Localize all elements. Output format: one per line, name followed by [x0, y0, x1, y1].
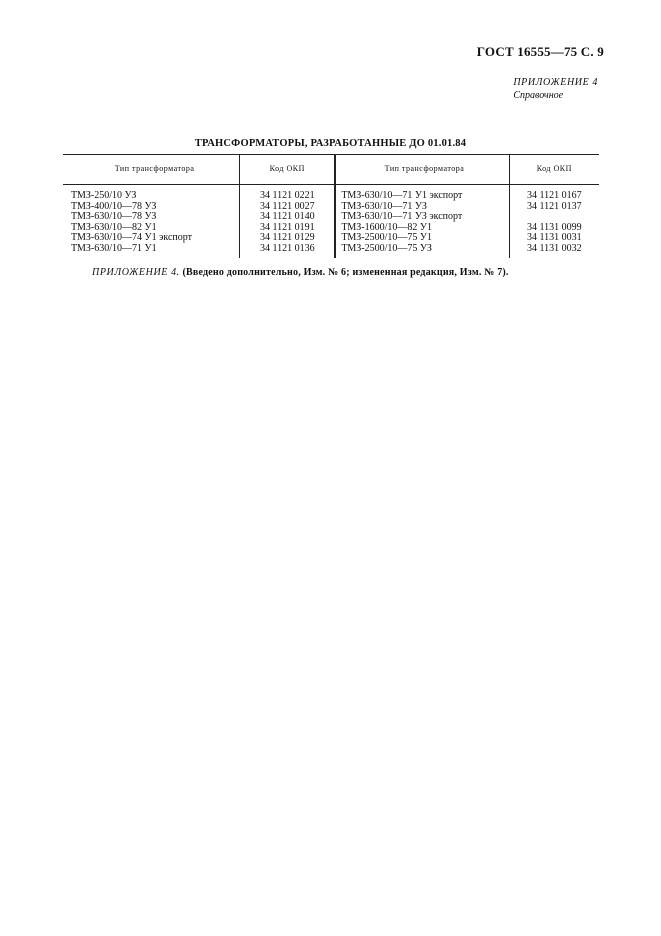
cell-code: 34 1121 0167 [509, 185, 599, 202]
cell-code: 34 1121 0129 [240, 233, 336, 244]
cell-type: ТМЗ-1600/10—82 У1 [335, 223, 509, 234]
table-row [63, 233, 599, 244]
footnote-label: ПРИЛОЖЕНИЕ 4. [92, 267, 180, 278]
appendix-type: Справочное [513, 90, 564, 101]
cell-type: ТМЗ-2500/10—75 УЗ [335, 244, 509, 259]
appendix-number: ПРИЛОЖЕНИЕ 4 [513, 77, 598, 88]
table-title: ТРАНСФОРМАТОРЫ, РАЗРАБОТАННЫЕ ДО 01.01.84 [194, 138, 467, 149]
cell-code: 34 1121 0191 [240, 223, 336, 234]
cell-code: 34 1121 0137 [509, 202, 599, 213]
cell-code: 34 1121 0140 [240, 212, 336, 223]
col-header-type-1: Тип трансформатора [63, 155, 240, 185]
table-header-row [63, 155, 599, 185]
transformers-table [63, 154, 599, 258]
col-header-code-2: Код ОКП [509, 155, 599, 185]
cell-type: ТМЗ-630/10—82 У1 [71, 221, 157, 233]
footnote-text: (Введено дополнительно, Изм. № 6; измененная редакция, Изм. № 7). [182, 267, 509, 278]
cell-code: 34 1121 0221 [240, 185, 336, 202]
cell-code: 34 1121 0027 [240, 202, 336, 213]
cell-type: ТМЗ-630/10—74 У1 экспорт [71, 232, 192, 243]
footnote [92, 267, 509, 278]
col-header-code-1: Код ОКП [240, 155, 336, 185]
table-row [63, 185, 599, 202]
col-header-type-2: Тип трансформатора [335, 155, 509, 185]
cell-code: 34 1131 0032 [509, 244, 599, 259]
table-row [63, 244, 599, 259]
cell-type: ТМЗ-630/10—78 УЗ [71, 211, 157, 222]
cell-type: ТМЗ-630/10—71 УЗ экспорт [335, 212, 509, 223]
cell-type: ТМЗ-2500/10—75 У1 [335, 233, 509, 244]
cell-type: ТМЗ-400/10—78 УЗ [71, 200, 157, 212]
cell-type: ТМЗ-250/10 УЗ [71, 190, 137, 201]
cell-type: ТМЗ-630/10—71 У1 экспорт [335, 185, 509, 202]
cell-code: 34 1121 0136 [240, 244, 336, 259]
appendix-label [513, 76, 598, 102]
table-row [63, 212, 599, 223]
cell-code [509, 212, 599, 223]
page-header: ГОСТ 16555—75 С. 9 [476, 44, 604, 59]
cell-code: 34 1131 0031 [509, 233, 599, 244]
cell-type: ТМЗ-630/10—71 УЗ [335, 202, 509, 213]
cell-type: ТМЗ-630/10—71 У1 [71, 242, 157, 254]
cell-code: 34 1131 0099 [509, 223, 599, 234]
